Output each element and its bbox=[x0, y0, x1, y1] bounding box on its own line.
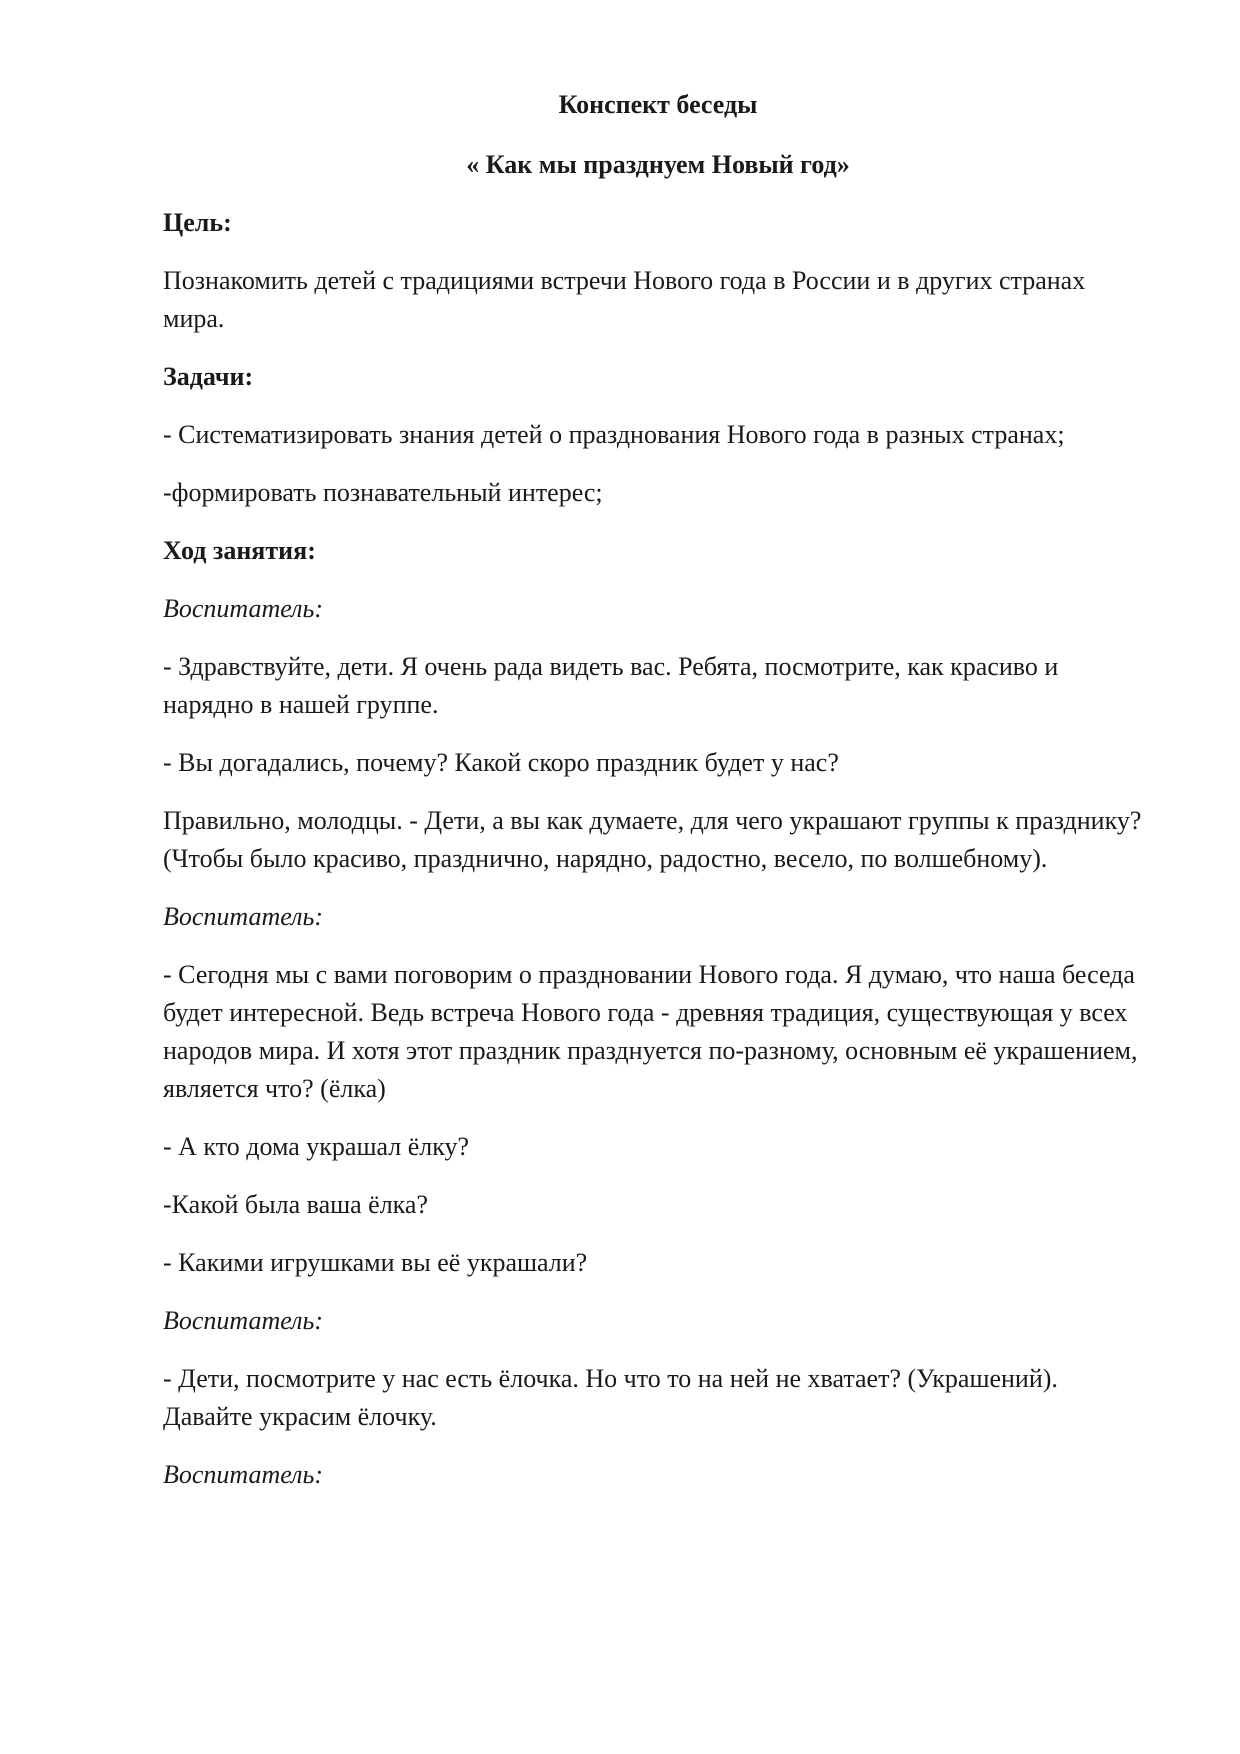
goal-heading: Цель: bbox=[163, 208, 232, 237]
goal-text: Познакомить детей с традициями встречи Нового года в России и в других странах мира. bbox=[163, 266, 1086, 333]
dialogue-paragraph: - Здравствуйте, дети. Я очень рада видеть вас. Ребята, посмотрите, как красиво и нарядно в нашей группе. bbox=[163, 652, 1059, 719]
dialogue-paragraph: - Дети, посмотрите у нас есть ёлочка. Но что то на ней не хватает? (Украшений). Давайте украсим ёлочку. bbox=[163, 1364, 1058, 1431]
document-title: Конспект беседы bbox=[558, 90, 758, 119]
course-heading: Ход занятия: bbox=[163, 536, 316, 565]
dialogue-paragraph: Правильно, молодцы. - Дети, а вы как думаете, для чего украшают группы к празднику? (Чтобы было красиво, празднично, нарядно, радостно, весело, по волшебному). bbox=[163, 806, 1142, 873]
dialogue-paragraph: - Сегодня мы с вами поговорим о праздновании Нового года. Я думаю, что наша беседа будет интересной. Ведь встреча Нового года - древняя традиция, существующая у всех народов мира. И хотя этот праздник празднуется по-разному, основным её украшением, является что? (ёлка) bbox=[163, 960, 1138, 1103]
task-item: -формировать познавательный интерес; bbox=[163, 478, 603, 507]
dialogue-paragraph: -Какой была ваша ёлка? bbox=[163, 1190, 429, 1219]
document-body bbox=[163, 86, 1153, 1514]
document-subtitle: « Как мы празднуем Новый год» bbox=[466, 150, 850, 179]
dialogue-paragraph: - Какими игрушками вы её украшали? bbox=[163, 1248, 588, 1277]
task-item: - Систематизировать знания детей о празднования Нового года в разных странах; bbox=[163, 420, 1065, 449]
dialogue-paragraph: - Вы догадались, почему? Какой скоро праздник будет у нас? bbox=[163, 748, 839, 777]
speaker-label: Воспитатель: bbox=[163, 1460, 324, 1489]
tasks-heading: Задачи: bbox=[163, 362, 254, 391]
speaker-label: Воспитатель: bbox=[163, 594, 324, 623]
dialogue-paragraph: - А кто дома украшал ёлку? bbox=[163, 1132, 470, 1161]
speaker-label: Воспитатель: bbox=[163, 902, 324, 931]
speaker-label: Воспитатель: bbox=[163, 1306, 324, 1335]
